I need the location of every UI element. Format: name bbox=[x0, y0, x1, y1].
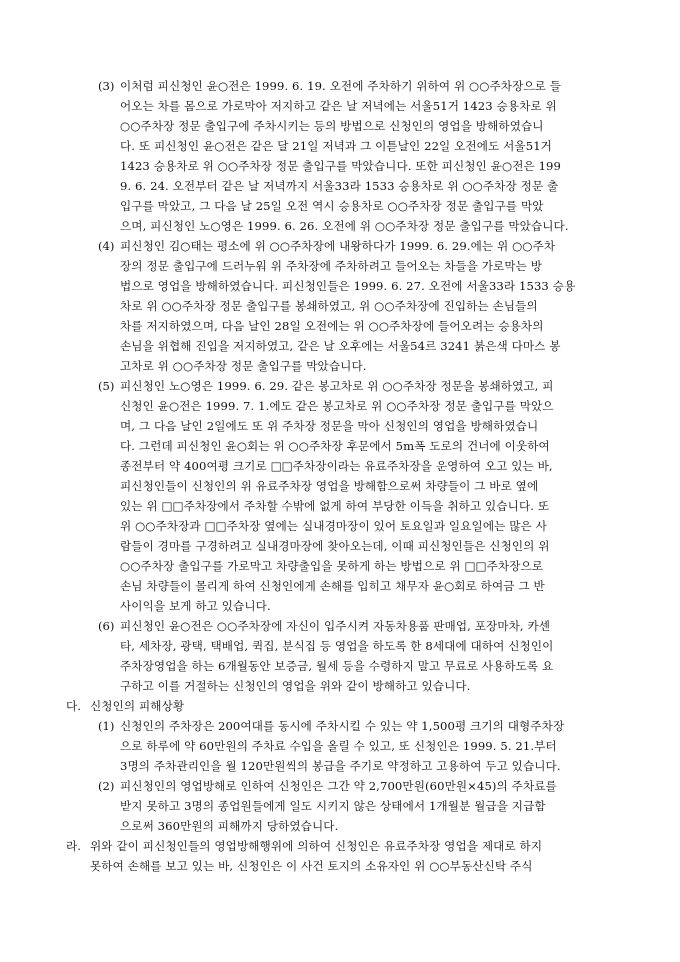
text-line: 있는 위 □□주차장에서 주차할 수밖에 없게 하여 부당한 이득을 취하고 있습니다. 또 bbox=[120, 499, 550, 513]
text-line: 다. 그런데 피신청인 윤○회는 위 ○○주차장 후문에서 5m폭 도로의 건너에 이웃하여 bbox=[120, 439, 550, 453]
paragraph-marker: (1) bbox=[98, 719, 115, 733]
text-line: 받지 못하고 3명의 종업원들에게 일도 시키지 않은 상태에서 1개월분 월급을 지급함 bbox=[120, 799, 546, 813]
text-line: 피신청인 김○태는 평소에 위 ○○주차장에 내왕하다가 1999. 6. 29.에는 위 ○○주차 bbox=[120, 239, 556, 253]
text-line: 주차장영업을 하는 6개월동안 보증금, 월세 등을 수령하지 말고 무료로 사용하도록 요 bbox=[120, 659, 554, 673]
text-line: 손님 차량들이 몰리게 하여 신청인에게 손해를 입히고 채무자 윤○회로 하여금 그 반 bbox=[120, 579, 545, 593]
text-line: 피신청인의 영업방해로 인하여 신청인은 그간 약 2,700만원(60만원×45)의 주차료를 bbox=[120, 779, 557, 793]
text-line: 1423 승용차로 위 ○○주차장 정문 출입구를 막았습니다. 또한 피신청인 윤○전은 199 bbox=[120, 159, 562, 173]
text-line: 위 ○○주차장과 □□주차장 옆에는 실내경마장이 있어 토요일과 일요일에는 많은 사 bbox=[120, 519, 547, 533]
section-title: 신청인의 피해상황 bbox=[90, 699, 185, 713]
section-marker: 라. bbox=[66, 839, 81, 853]
text-line: 구하고 이를 거절하는 신청인의 영업을 위와 같이 방해하고 있습니다. bbox=[120, 679, 471, 693]
text-line: 차를 저지하였으며, 다음 날인 28일 오전에는 위 ○○주차장에 들어오려는 승용차의 bbox=[120, 319, 544, 333]
text-line: 으로써 360만원의 피해까지 당하였습니다. bbox=[120, 819, 339, 833]
text-line: 으로 하루에 약 60만원의 주차료 수입을 올릴 수 있고, 또 신청인은 1999. 5. 21.부터 bbox=[120, 739, 557, 753]
text-line: 위와 같이 피신청인들의 영업방해행위에 의하여 신청인은 유료주차장 영업을 제대로 하지 bbox=[90, 839, 543, 853]
text-line: 다. 또 피신청인 윤○전은 같은 달 21일 저녁과 그 이튿날인 22일 오전에도 서울51거 bbox=[120, 139, 552, 153]
paragraph-marker: (4) bbox=[98, 239, 115, 253]
text-line: 입구를 막았고, 그 다음 날 25일 오전 역시 승용차로 ○○주차장 정문 출입구를 막았 bbox=[120, 199, 544, 213]
text-line: 이처럼 피신청인 윤○전은 1999. 6. 19. 오전에 주차하기 위하여 위 ○○주차장으로 들 bbox=[120, 79, 562, 93]
text-line: 9. 6. 24. 오전부터 같은 날 저녁까지 서울33라 1533 승용차로 위 ○○주차장 정문 출 bbox=[120, 179, 559, 193]
paragraph-marker: (6) bbox=[98, 619, 115, 633]
text-line: 며, 그 다음 날인 2일에도 또 위 주차장 정문을 막아 신청인의 영업을 방해하였습니 bbox=[120, 419, 539, 433]
text-line: 피신청인 윤○전은 ○○주차장에 자신이 입주시켜 자동차용품 판매업, 포장마차, 카센 bbox=[120, 619, 551, 633]
text-line: 고차로 위 ○○주차장 정문 출입구를 막았습니다. bbox=[120, 359, 367, 373]
paragraph-marker: (5) bbox=[98, 379, 115, 393]
text-line: 장의 정문 출입구에 드러누워 위 주차장에 주차하려고 들어오는 차들을 가로막는 방 bbox=[120, 259, 543, 273]
text-line: ○○주차장 출입구를 가로막고 차량출입을 못하게 하는 방법으로 위 □□주차장으로 bbox=[120, 559, 544, 573]
section-marker: 다. bbox=[66, 699, 81, 713]
text-line: 손님을 위협해 진입을 저지하였고, 같은 날 오후에는 서울54르 3241 붉은색 다마스 봉 bbox=[120, 339, 561, 353]
text-line: 차로 위 ○○주차장 정문 출입구를 봉쇄하였고, 위 ○○주차장에 진입하는 손님들의 bbox=[120, 299, 538, 313]
paragraph-marker: (3) bbox=[98, 79, 115, 93]
text-line: 타, 세차장, 광택, 택배업, 퀵집, 분식집 등 영업을 하도록 한 8세대에 대하여 신청인이 bbox=[120, 639, 554, 653]
text-line: 신청인 윤○전은 1999. 7. 1.에도 같은 봉고차로 위 ○○주차장 정문 출입구를 막았으 bbox=[120, 399, 554, 413]
text-line: 3명의 주차관리인을 월 120만원씩의 봉급을 주기로 약정하고 고용하여 두고 있습니다. bbox=[120, 759, 561, 773]
text-line: 으며, 피신청인 노○영은 1999. 6. 26. 오전에 위 ○○주차장 정문 출입구를 막았습니다. bbox=[120, 219, 569, 233]
text-line: ○○주차장 정문 출입구에 주차시키는 등의 방법으로 신청인의 영업을 방해하였습니 bbox=[120, 119, 544, 133]
text-line: 법으로 영업을 방해하였습니다. 피신청인들은 1999. 6. 27. 오전에 서울33라 1533 승용 bbox=[120, 279, 576, 293]
text-line: 종전부터 약 400여평 크기로 □□주차장이라는 유료주차장을 운영하여 오고 있는 바, bbox=[120, 459, 553, 473]
text-line: 못하여 손해를 보고 있는 바, 신청인은 이 사건 토지의 소유자인 위 ○○부동산신탁 주식 bbox=[90, 859, 533, 873]
text-line: 피신청인 노○영은 1999. 6. 29. 같은 봉고차로 위 ○○주차장 정문을 봉쇄하였고, 피 bbox=[120, 379, 554, 393]
text-line: 람들이 경마를 구경하려고 실내경마장에 찾아오는데, 이때 피신청인들은 신청인의 위 bbox=[120, 539, 550, 553]
text-line: 피신청인들이 신청인의 위 유료주차장 영업을 방해함으로써 차량들이 그 바로 옆에 bbox=[120, 479, 539, 493]
text-line: 사이익을 보게 하고 있습니다. bbox=[120, 599, 271, 613]
text-line: 어오는 차를 몸으로 가로막아 저지하고 같은 날 저녁에는 서울51거 1423 승용차로 위 bbox=[120, 99, 557, 113]
text-line: 신청인의 주차장은 200여대를 동시에 주차시킬 수 있는 약 1,500평 크기의 대형주차장 bbox=[120, 719, 565, 733]
paragraph-marker: (2) bbox=[98, 779, 115, 793]
